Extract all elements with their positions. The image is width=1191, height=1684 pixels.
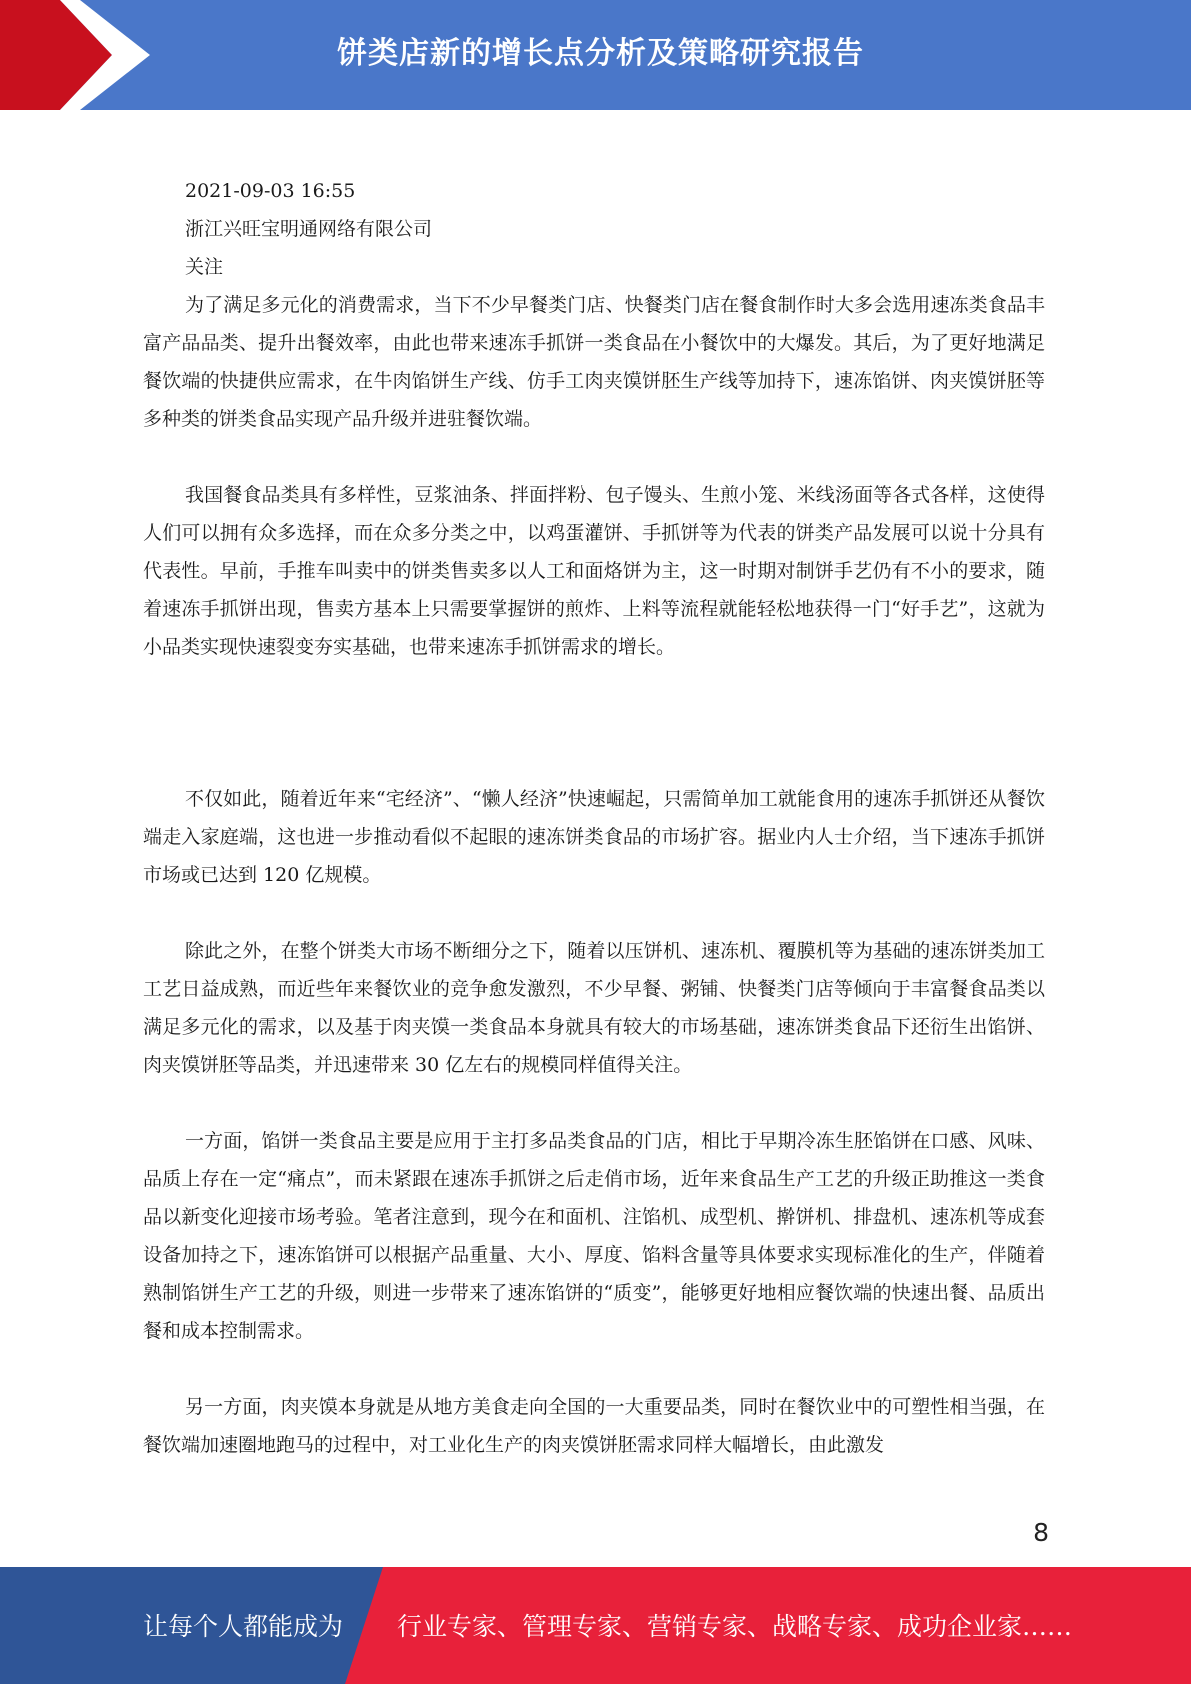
- footer-slogan-left: 让每个人都能成为: [143, 1612, 344, 1641]
- paragraph: 另一方面，肉夹馍本身就是从地方美食走向全国的一大重要品类，同时在餐饮业中的可塑性相当强，在餐饮端加速圈地跑马的过程中，对工业化生产的肉夹馍饼胚需求同样大幅增长，由此激发: [143, 1396, 1045, 1456]
- paragraph-spacer: [143, 1084, 1045, 1122]
- paragraph-spacer: [143, 438, 1045, 476]
- paragraph: 除此之外，在整个饼类大市场不断细分之下，随着以压饼机、速冻机、覆膜机等为基础的速冻饼类加工工艺日益成熟，而近些年来餐饮业的竞争愈发激烈，不少早餐、粥铺、快餐类门店等倾向于丰富餐食品类以满足多元化的需求，以及基于肉夹馍一类食品本身就具有较大的市场基础，速冻饼类食品下还衍生出馅饼、肉夹馍饼胚等品类，并迅速带来 30 亿左右的规模同样值得关注。: [143, 940, 1045, 1076]
- report-title: 饼类店新的增长点分析及策略研究报告: [337, 36, 864, 71]
- page-number: 8: [1033, 1518, 1049, 1547]
- page-header: [0, 0, 1191, 110]
- footer-slogan-right: 行业专家、管理专家、营销专家、战略专家、成功企业家……: [397, 1612, 1073, 1641]
- paragraph: 为了满足多元化的消费需求，当下不少早餐类门店、快餐类门店在餐食制作时大多会选用速冻类食品丰富产品品类、提升出餐效率，由此也带来速冻手抓饼一类食品在小餐饮中的大爆发。其后，为了更好地满足餐饮端的快捷供应需求，在牛肉馅饼生产线、仿手工肉夹馍饼胚生产线等加持下，速冻馅饼、肉夹馍饼胚等多种类的饼类食品实现产品升级并进驻餐饮端。: [143, 294, 1045, 430]
- article-body: [143, 172, 1045, 1464]
- page-footer: [0, 1567, 1191, 1684]
- paragraph-spacer: [143, 894, 1045, 932]
- publish-datetime: 2021-09-03 16:55: [185, 180, 356, 202]
- paragraph-spacer: [143, 666, 1045, 780]
- source-name: 浙江兴旺宝明通网络有限公司: [185, 218, 433, 240]
- follow-label[interactable]: 关注: [185, 256, 224, 278]
- paragraph: 不仅如此，随着近年来“宅经济”、“懒人经济”快速崛起，只需简单加工就能食用的速冻手抓饼还从餐饮端走入家庭端，这也进一步推动看似不起眼的速冻饼类食品的市场扩容。据业内人士介绍，当下速冻手抓饼市场或已达到 120 亿规模。: [143, 788, 1045, 886]
- paragraph: 一方面，馅饼一类食品主要是应用于主打多品类食品的门店，相比于早期冷冻生胚馅饼在口感、风味、品质上存在一定“痛点”，而未紧跟在速冻手抓饼之后走俏市场，近年来食品生产工艺的升级正助推这一类食品以新变化迎接市场考验。笔者注意到，现今在和面机、注馅机、成型机、擀饼机、排盘机、速冻机等成套设备加持之下，速冻馅饼可以根据产品重量、大小、厚度、馅料含量等具体要求实现标准化的生产，伴随着熟制馅饼生产工艺的升级，则进一步带来了速冻馅饼的“质变”，能够更好地相应餐饮端的快速出餐、品质出餐和成本控制需求。: [143, 1130, 1045, 1342]
- paragraph: 我国餐食品类具有多样性，豆浆油条、拌面拌粉、包子馒头、生煎小笼、米线汤面等各式各样，这使得人们可以拥有众多选择，而在众多分类之中，以鸡蛋灌饼、手抓饼等为代表的饼类产品发展可以说十分具有代表性。早前，手推车叫卖中的饼类售卖多以人工和面烙饼为主，这一时期对制饼手艺仍有不小的要求，随着速冻手抓饼出现，售卖方基本上只需要掌握饼的煎炸、上料等流程就能轻松地获得一门“好手艺”，这就为小品类实现快速裂变夯实基础，也带来速冻手抓饼需求的增长。: [143, 484, 1045, 658]
- paragraph-spacer: [143, 1350, 1045, 1388]
